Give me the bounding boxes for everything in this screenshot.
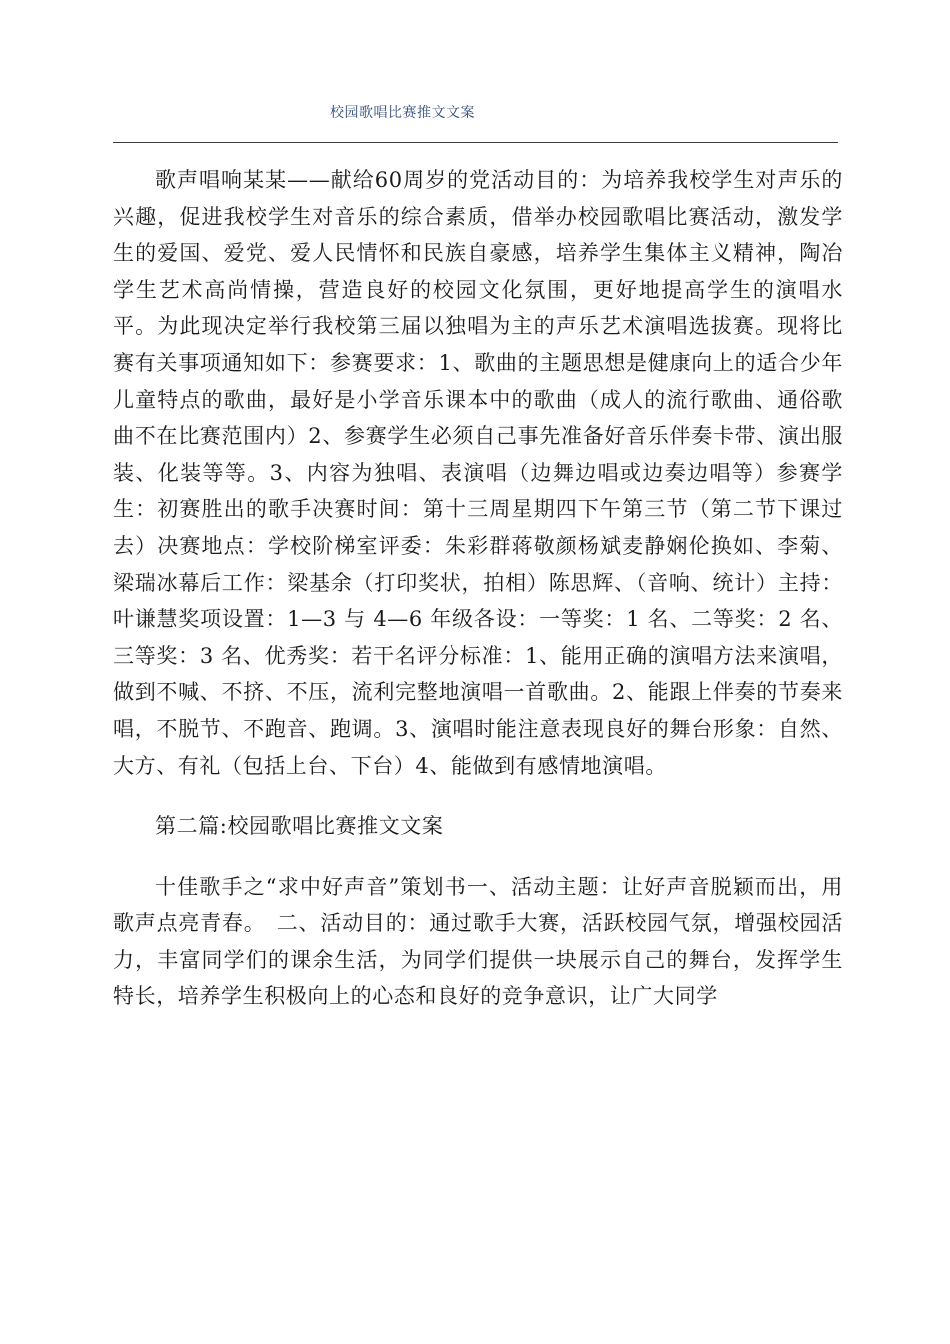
section-heading: 第二篇:校园歌唱比赛推文文案 bbox=[155, 814, 444, 839]
header-title: 校园歌唱比赛推文文案 bbox=[330, 105, 475, 121]
paragraph-spacer bbox=[113, 784, 843, 808]
paragraph-activity-notice: 歌声唱响某某——献给60周岁的党活动目的：为培养我校学生对声乐的兴趣，促进我校学生对音乐的综合素质，借举办校园歌唱比赛活动，激发学生的爱国、爱党、爱人民情怀和民族自豪感，培养学生集体主义精神，陶冶学生艺术高尚情操，营造良好的校园文化氛围，更好地提高学生的演唱水平。为此现决定举行我校第三届以独唱为主的声乐艺术演唱选拔赛。现将比赛有关事项通知如下：参赛要求：1、歌曲的主题思想是健康向上的适合少年儿童特点的歌曲，最好是小学音乐课本中的歌曲（成人的流行歌曲、通俗歌曲不在比赛范围内）2、参赛学生必须自己事先准备好音乐伴奏卡带、演出服装、化装等等。3、内容为独唱、表演唱（边舞边唱或边奏边唱等）参赛学生：初赛胜出的歌手决赛时间：第十三周星期四下午第三节（第二节下课过去）决赛地点：学校阶梯室评委：朱彩群蒋敬颜杨斌麦静娴伦换如、李菊、梁瑞冰幕后工作：梁基余（打印奖状，拍相）陈思辉、（音响、统计）主持：叶谦慧奖项设置：1—3 与 4—6 年级各设：一等奖：1 名、二等奖：2 名、三等奖：3 名、优秀奖：若干名评分标准：1、能用正确的演唱方法来演唱，做到不喊、不挤、不压，流利完整地演唱一首歌曲。2、能跟上伴奏的节奏来唱，不脱节、不跑音、跑调。3、演唱时能注意表现良好的舞台形象：自然、大方、有礼（包括上台、下台）4、能做到有感情地演唱。 bbox=[113, 168, 843, 778]
paragraph-plan: 十佳歌手之“求中好声音”策划书一、活动主题：让好声音脱颖而出，用歌声点亮青春。 二、活动目的：通过歌手大赛，活跃校园气氛，增强校园活力，丰富同学们的课余生活，为同学们提供一块展示自己的舞台，发挥学生特长，培养学生积极向上的心态和良好的竞争意识，让广大同学 bbox=[113, 874, 843, 1009]
paragraph-spacer bbox=[113, 845, 843, 869]
page-header bbox=[0, 102, 950, 126]
header-divider bbox=[113, 142, 838, 143]
document-body bbox=[113, 162, 843, 1015]
